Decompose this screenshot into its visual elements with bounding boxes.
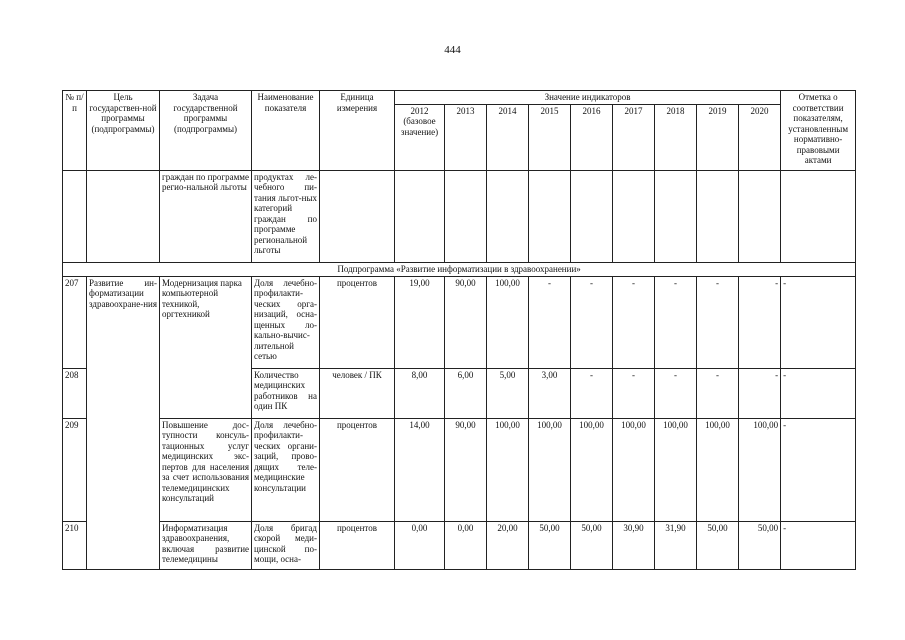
task-cell: граждан по программе регио-нальной льготы: [160, 170, 252, 262]
table-row: [63, 521, 856, 569]
header-year: 2020: [739, 104, 781, 170]
value-cell: 100,00: [739, 418, 781, 521]
indicator-cell: Количество медицинских работников на один ПК: [252, 368, 320, 418]
row-num: 207: [63, 276, 87, 368]
value-cell: -: [655, 276, 697, 368]
header-unit: Единица измерения: [320, 91, 395, 171]
header-indicator: Наименование показателя: [252, 91, 320, 171]
mark-cell: -: [781, 521, 856, 569]
value-cell: 100,00: [613, 418, 655, 521]
task-cell: Повышение дос-тупности консуль-тационных услуг медицинских экс-пертов для населения за счет использования телемедицинских консультаций: [160, 418, 252, 521]
value-cell: -: [529, 276, 571, 368]
indicators-table: [62, 90, 856, 570]
unit-cell: процентов: [320, 418, 395, 521]
header-mark: Отметка о соответствии показателям, установленным нормативно-правовыми актами: [781, 91, 856, 171]
value-cell: 100,00: [571, 418, 613, 521]
header-num: № п/п: [63, 91, 87, 171]
continuation-row: [63, 170, 856, 262]
value-cell: 100,00: [697, 418, 739, 521]
header-year: 2013: [445, 104, 487, 170]
header-year: 2012 (базовое значение): [395, 104, 445, 170]
value-cell: -: [739, 368, 781, 418]
value-cell: -: [655, 368, 697, 418]
mark-cell: -: [781, 368, 856, 418]
value-cell: 31,90: [655, 521, 697, 569]
row-num: 210: [63, 521, 87, 569]
value-cell: -: [613, 368, 655, 418]
goal-cell: Развитие ин-форматизации здравоохране-ния: [87, 276, 160, 569]
indicator-cell: Доля лечебно-профилакти-ческих органи-заций, прово-дящих теле-медицинские консультации: [252, 418, 320, 521]
header-task: Задача государственной программы (подпрограммы): [160, 91, 252, 171]
header-year: 2018: [655, 104, 697, 170]
indicator-cell: Доля бригад скорой меди-цинской по-мощи, осна-: [252, 521, 320, 569]
value-cell: 90,00: [445, 418, 487, 521]
row-num: 209: [63, 418, 87, 521]
value-cell: 5,00: [487, 368, 529, 418]
value-cell: 0,00: [445, 521, 487, 569]
value-cell: 50,00: [529, 521, 571, 569]
header-goal: Цель государствен-ной программы (подпрограммы): [87, 91, 160, 171]
header-year: 2017: [613, 104, 655, 170]
header-year: 2019: [697, 104, 739, 170]
page-number: 444: [444, 44, 461, 56]
value-cell: 14,00: [395, 418, 445, 521]
value-cell: -: [697, 276, 739, 368]
table-row: [63, 418, 856, 521]
subprogram-title: Подпрограмма «Развитие информатизации в здравоохранении»: [63, 262, 856, 276]
mark-cell: -: [781, 418, 856, 521]
value-cell: 3,00: [529, 368, 571, 418]
value-cell: 100,00: [487, 418, 529, 521]
header-year: 2016: [571, 104, 613, 170]
value-cell: 100,00: [655, 418, 697, 521]
value-cell: -: [739, 276, 781, 368]
header-values: Значение индикаторов: [395, 91, 781, 105]
indicator-cell: Доля лечебно-профилакти-ческих орга-низаций, осна-щенных ло-кально-вычис-лительной сетью: [252, 276, 320, 368]
unit-cell: процентов: [320, 521, 395, 569]
mark-cell: -: [781, 276, 856, 368]
value-cell: 50,00: [739, 521, 781, 569]
value-cell: 50,00: [571, 521, 613, 569]
unit-cell: человек / ПК: [320, 368, 395, 418]
task-cell: Информатизация здравоохранения, включая развитие телемедицины: [160, 521, 252, 569]
unit-cell: процентов: [320, 276, 395, 368]
value-cell: 19,00: [395, 276, 445, 368]
value-cell: -: [697, 368, 739, 418]
value-cell: -: [571, 276, 613, 368]
value-cell: 90,00: [445, 276, 487, 368]
row-num: 208: [63, 368, 87, 418]
header-year: 2014: [487, 104, 529, 170]
value-cell: -: [613, 276, 655, 368]
value-cell: 0,00: [395, 521, 445, 569]
value-cell: 100,00: [529, 418, 571, 521]
header-year: 2015: [529, 104, 571, 170]
task-cell: Модернизация парка компьютерной техникой, оргтехникой: [160, 276, 252, 418]
value-cell: 50,00: [697, 521, 739, 569]
value-cell: 30,90: [613, 521, 655, 569]
value-cell: 8,00: [395, 368, 445, 418]
value-cell: 6,00: [445, 368, 487, 418]
value-cell: 20,00: [487, 521, 529, 569]
value-cell: 100,00: [487, 276, 529, 368]
indicator-cell: продуктах ле-чебного пи-тания льгот-ных категорий граждан по программе региональной льготы: [252, 170, 320, 262]
value-cell: -: [571, 368, 613, 418]
table-row: [63, 276, 856, 368]
